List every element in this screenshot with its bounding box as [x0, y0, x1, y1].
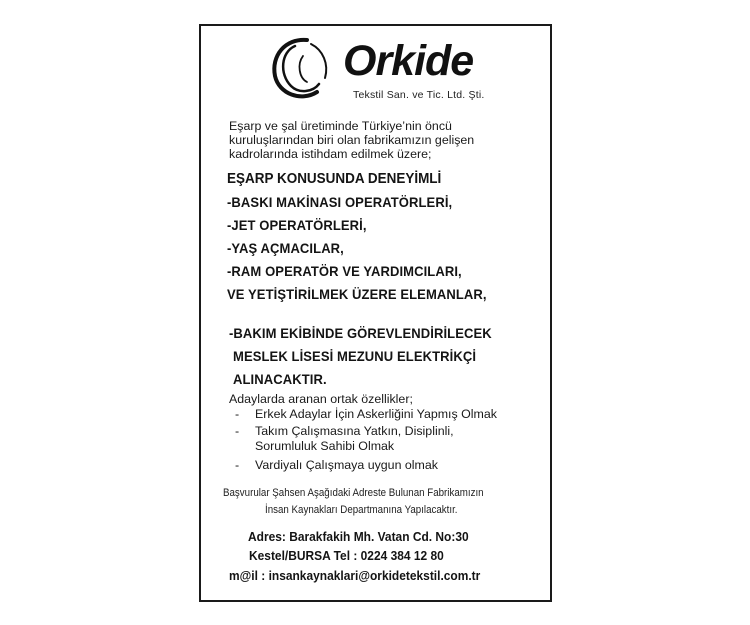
- contact-address: Adres: Barakfakih Mh. Vatan Cd. No:30: [248, 529, 469, 544]
- intro-line: kuruluşlarından biri olan fabrikamızın gelişen: [229, 133, 475, 147]
- contact-email: m@il : insankaynaklari@orkidetekstil.com.tr: [229, 568, 481, 583]
- brand-name: Orkide: [343, 37, 474, 85]
- orchid-logo-icon: [267, 34, 337, 104]
- brand-subtitle: Tekstil San. ve Tic. Ltd. Şti.: [353, 89, 485, 101]
- requirement-item: Vardiyalı Çalışmaya uygun olmak: [255, 458, 438, 472]
- position-item: -BASKI MAKİNASI OPERATÖRLERİ,: [227, 194, 453, 210]
- requirement-item: Sorumluluk Sahibi Olmak: [255, 439, 395, 453]
- position-item: -RAM OPERATÖR VE YARDIMCILARI,: [227, 263, 462, 279]
- ad-heading: EŞARP KONUSUNDA DENEYİMLİ: [227, 171, 442, 187]
- maintenance-line: MESLEK LİSESİ MEZUNU ELEKTRİKÇİ: [233, 348, 477, 364]
- position-item: -JET OPERATÖRLERİ,: [227, 217, 367, 233]
- position-item: -YAŞ AÇMACILAR,: [227, 240, 344, 256]
- requirements-title: Adaylarda aranan ortak özellikler;: [229, 392, 413, 406]
- contact-phone: Kestel/BURSA Tel : 0224 384 12 80: [249, 548, 444, 563]
- position-item: VE YETİŞTİRİLMEK ÜZERE ELEMANLAR,: [227, 286, 487, 302]
- requirement-item: Erkek Adaylar İçin Askerliğini Yapmış Olmak: [255, 407, 497, 421]
- intro-text: [229, 119, 474, 161]
- job-advertisement: [199, 24, 552, 602]
- bullet-dash: -: [235, 458, 240, 472]
- application-line: İnsan Kaynakları Departmanına Yapılacaktır.: [265, 504, 458, 516]
- application-line: Başvurular Şahsen Aşağıdaki Adreste Bulunan Fabrikamızın: [223, 487, 484, 499]
- maintenance-line: -BAKIM EKİBİNDE GÖREVLENDİRİLECEK: [229, 325, 492, 341]
- intro-line: Eşarp ve şal üretiminde Türkiye’nin öncü: [229, 119, 452, 133]
- bullet-dash: -: [235, 424, 240, 438]
- maintenance-line: ALINACAKTIR.: [233, 371, 327, 387]
- requirement-item: Takım Çalışmasına Yatkın, Disiplinli,: [255, 424, 454, 438]
- bullet-dash: -: [235, 407, 240, 421]
- intro-line: kadrolarında istihdam edilmek üzere;: [229, 147, 432, 161]
